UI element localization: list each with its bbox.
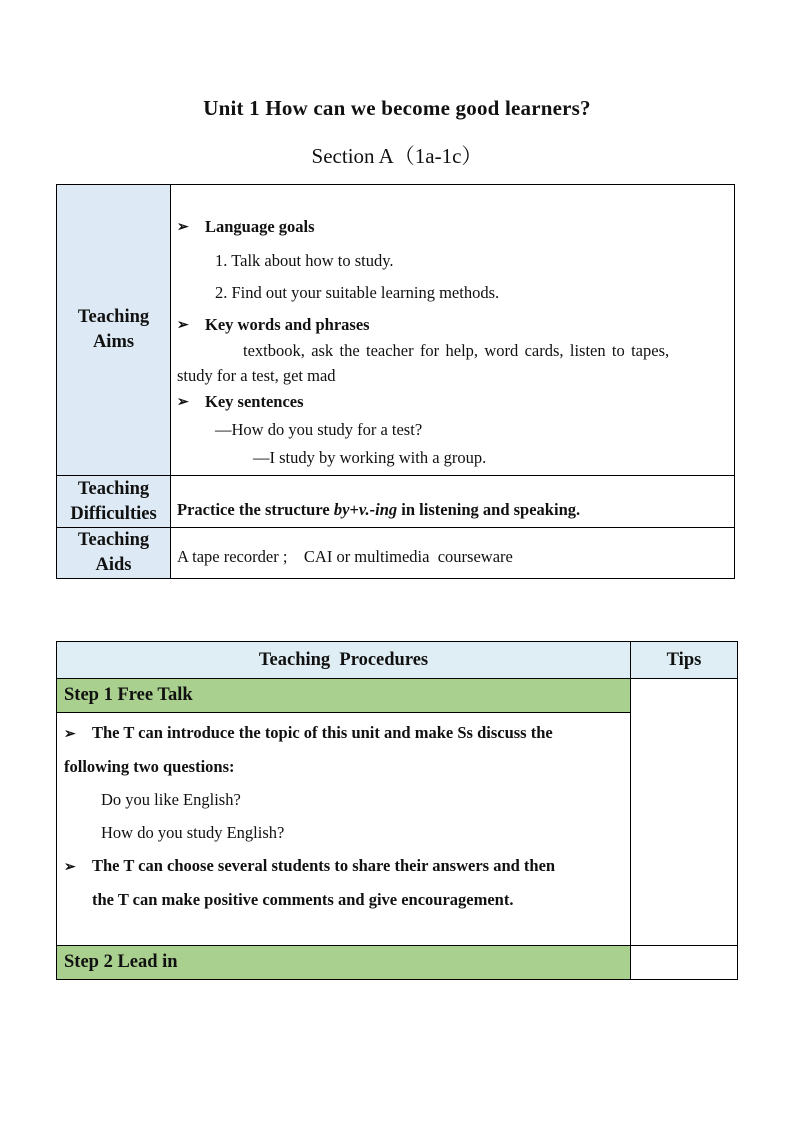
teaching-procedures-table: [56, 641, 738, 980]
table-row: [57, 528, 735, 579]
table-row: [57, 679, 738, 713]
key-sentences-heading: ➢ Key sentences: [177, 392, 304, 411]
step-2-heading: Step 2 Lead in: [57, 946, 631, 980]
step-1-heading: Step 1 Free Talk: [57, 679, 631, 713]
table-row: [57, 476, 735, 528]
teaching-aims-table: [56, 184, 735, 579]
table-header-row: [57, 642, 738, 679]
procedure-bullet: ➢ The T can choose several students to share their answers and then: [64, 856, 556, 875]
table-row: [57, 946, 738, 980]
question-item: How do you study English?: [101, 823, 285, 842]
teaching-difficulties-label: Teaching Difficulties: [57, 476, 171, 528]
table-row: [57, 185, 735, 476]
procedure-bullet-cont: the T can make positive comments and give encouragement.: [92, 890, 514, 909]
key-sentence: —How do you study for a test?: [215, 420, 423, 439]
teaching-aids-label: Teaching Aids: [57, 528, 171, 579]
question-item: Do you like English?: [101, 790, 241, 809]
goal-item: 2. Find out your suitable learning methods.: [215, 283, 500, 302]
document-title: Unit 1 How can we become good learners?: [203, 96, 591, 120]
step-1-body: [57, 713, 631, 946]
arrow-bullet-icon: ➢: [64, 860, 76, 875]
key-words-text: textbook, ask the teacher for help, word cards, listen to tapes,: [243, 341, 670, 360]
procedures-header: Teaching Procedures: [57, 642, 631, 679]
arrow-bullet-icon: ➢: [177, 394, 189, 410]
language-goals-heading: ➢ Language goals: [177, 217, 315, 236]
arrow-bullet-icon: ➢: [177, 317, 189, 333]
procedure-bullet-cont: following two questions:: [64, 757, 235, 776]
teaching-aids-content: A tape recorder ; CAI or multimedia courseware: [171, 528, 735, 579]
arrow-bullet-icon: ➢: [64, 727, 76, 742]
teaching-aims-label: Teaching Aims: [57, 185, 171, 476]
teaching-difficulties-content: Practice the structure by+v.-ing in listening and speaking.: [171, 476, 735, 528]
key-words-heading: ➢ Key words and phrases: [177, 315, 370, 334]
key-words-text-cont: study for a test, get mad: [177, 366, 336, 385]
section-subtitle: Section A（1a-1c）: [311, 144, 483, 168]
key-sentence: —I study by working with a group.: [253, 448, 487, 467]
tips-header: Tips: [631, 642, 738, 679]
teaching-aims-content: [171, 185, 735, 476]
goal-item: 1. Talk about how to study.: [215, 251, 394, 270]
tips-cell: [631, 679, 738, 946]
tips-cell: [631, 946, 738, 980]
procedure-bullet: ➢ The T can introduce the topic of this unit and make Ss discuss the: [64, 723, 553, 742]
arrow-bullet-icon: ➢: [177, 219, 189, 235]
